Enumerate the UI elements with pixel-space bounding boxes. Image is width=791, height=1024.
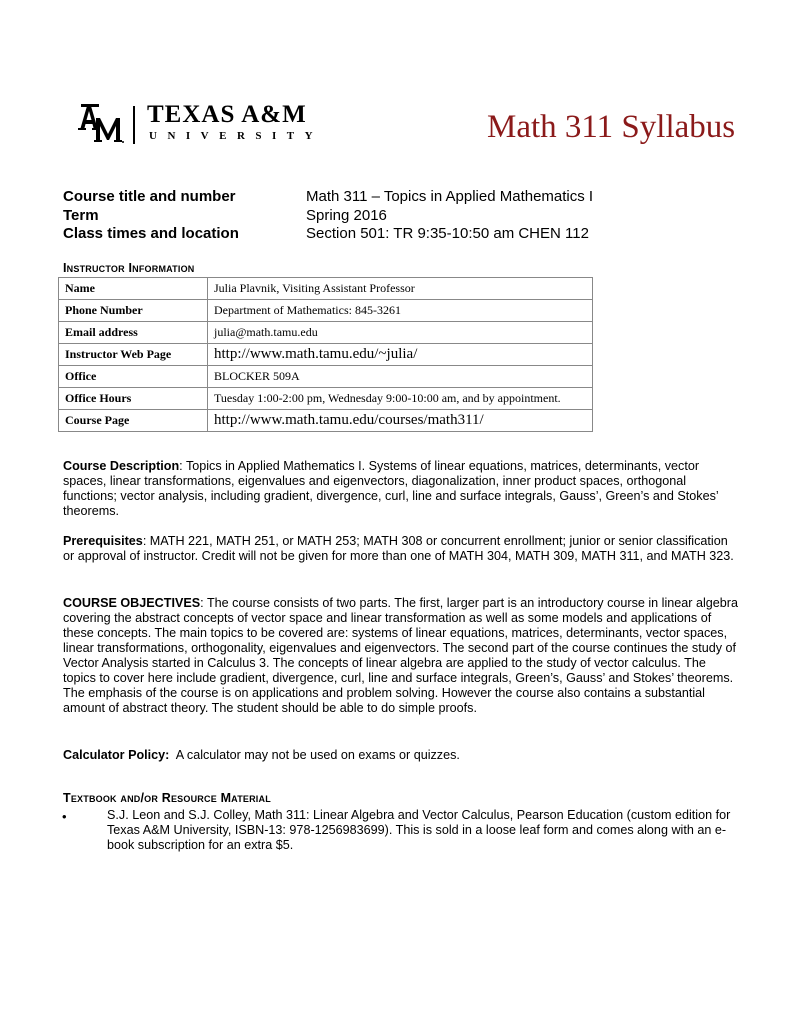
table-label: Phone Number — [59, 300, 208, 322]
table-label: Course Page — [59, 410, 208, 432]
logo-text-sub: UNIVERSITY — [149, 130, 324, 142]
course-objectives-label: COURSE OBJECTIVES — [63, 596, 201, 610]
table-label: Name — [59, 278, 208, 300]
table-label: Email address — [59, 322, 208, 344]
table-label: Office — [59, 366, 208, 388]
table-row — [59, 388, 593, 410]
course-info-value: Section 501: TR 9:35-10:50 am CHEN 112 — [306, 225, 589, 242]
table-label: Office Hours — [59, 388, 208, 410]
instructor-web-link[interactable]: http://www.math.tamu.edu/~julia/ — [208, 344, 593, 366]
table-row — [59, 322, 593, 344]
table-row — [59, 278, 593, 300]
course-page-link[interactable]: http://www.math.tamu.edu/courses/math311/ — [208, 410, 593, 432]
table-label: Instructor Web Page — [59, 344, 208, 366]
table-value: Department of Mathematics: 845-3261 — [208, 300, 593, 322]
course-description — [63, 459, 738, 519]
page-title: Math 311 Syllabus — [487, 109, 736, 145]
table-row — [59, 300, 593, 322]
calculator-policy — [63, 748, 738, 763]
table-value: Tuesday 1:00-2:00 pm, Wednesday 9:00-10:00 am, and by appointment. — [208, 388, 593, 410]
course-objectives — [63, 596, 738, 716]
course-info-label: Course title and number — [63, 188, 236, 205]
course-info-value: Math 311 – Topics in Applied Mathematics I — [306, 188, 594, 205]
course-info-value: Spring 2016 — [306, 206, 387, 224]
table-row — [59, 410, 593, 432]
course-description-text: : Topics in Applied Mathematics I. Systems of linear equations, matrices, determinants, vector spaces, linear transformations, eigenvalues and eigenvectors, diagonalization, inner product spaces, orthogonal functions; vector analysis, including gradient, divergence, curl, line and surface integrals, Gauss’, Green’s and Stokes’ theorems. — [63, 459, 719, 518]
prerequisites — [63, 534, 738, 564]
course-objectives-text-2: The emphasis of the course is on applications and problem solving. However the course also contains a substantial amount of abstract theory. The student should be able to do simple proofs. — [63, 686, 705, 715]
table-row — [59, 366, 593, 388]
prerequisites-label: Prerequisites — [63, 534, 143, 548]
bullet-icon: • — [62, 809, 67, 824]
course-description-label: Course Description — [63, 459, 180, 473]
calculator-policy-label: Calculator Policy: — [63, 748, 170, 762]
table-row — [59, 344, 593, 366]
table-value: BLOCKER 509A — [208, 366, 593, 388]
section-heading-textbook: Textbook and/or Resource Material — [63, 791, 271, 805]
course-info-label: Term — [63, 206, 99, 224]
list-item: S.J. Leon and S.J. Colley, Math 311: Linear Algebra and Vector Calculus, Pearson Education (custom edition for Texas A&M University, ISBN-13: 978-1256983699). This is sold in a loose leaf form and comes along with an e-book subscription for an extra $5. — [107, 808, 731, 852]
prerequisites-text: : MATH 221, MATH 251, or MATH 253; MATH 308 or concurrent enrollment; junior or senior classification or approval of instructor. Credit will not be given for more than one of MATH 304, MATH 309, MATH 311, and MATH 323. — [63, 534, 734, 563]
logo-divider — [133, 106, 135, 144]
instructor-table — [58, 277, 593, 432]
atm-logo-icon — [78, 104, 124, 144]
calculator-policy-text: A calculator may not be used on exams or quizzes. — [169, 748, 460, 762]
table-value: Julia Plavnik, Visiting Assistant Professor — [208, 278, 593, 300]
logo-text-main: TEXAS A&M — [147, 101, 307, 128]
course-objectives-text: : The course consists of two parts. The first, larger part is an introductory course in linear algebra covering the abstract concepts of vector space and linear transformation as well as some models and applications of these concepts. The main topics to be covered are: systems of linear equations, matrices, determinants, vector spaces, linear transformations, orthogonality, eigenvalues and eigenvectors. The second part of the course continues the study of Vector Analysis started in Calculus 3. The concepts of linear algebra are applied to the study of vector calculus. The topics to cover here include gradient, divergence, curl, line and surface integrals, Green’s, Gauss’ and Stokes’ theorems. — [63, 596, 738, 685]
course-info-label: Class times and location — [63, 225, 239, 242]
email-link[interactable]: julia@math.tamu.edu — [208, 322, 593, 344]
section-heading-instructor: Instructor Information — [63, 261, 195, 275]
